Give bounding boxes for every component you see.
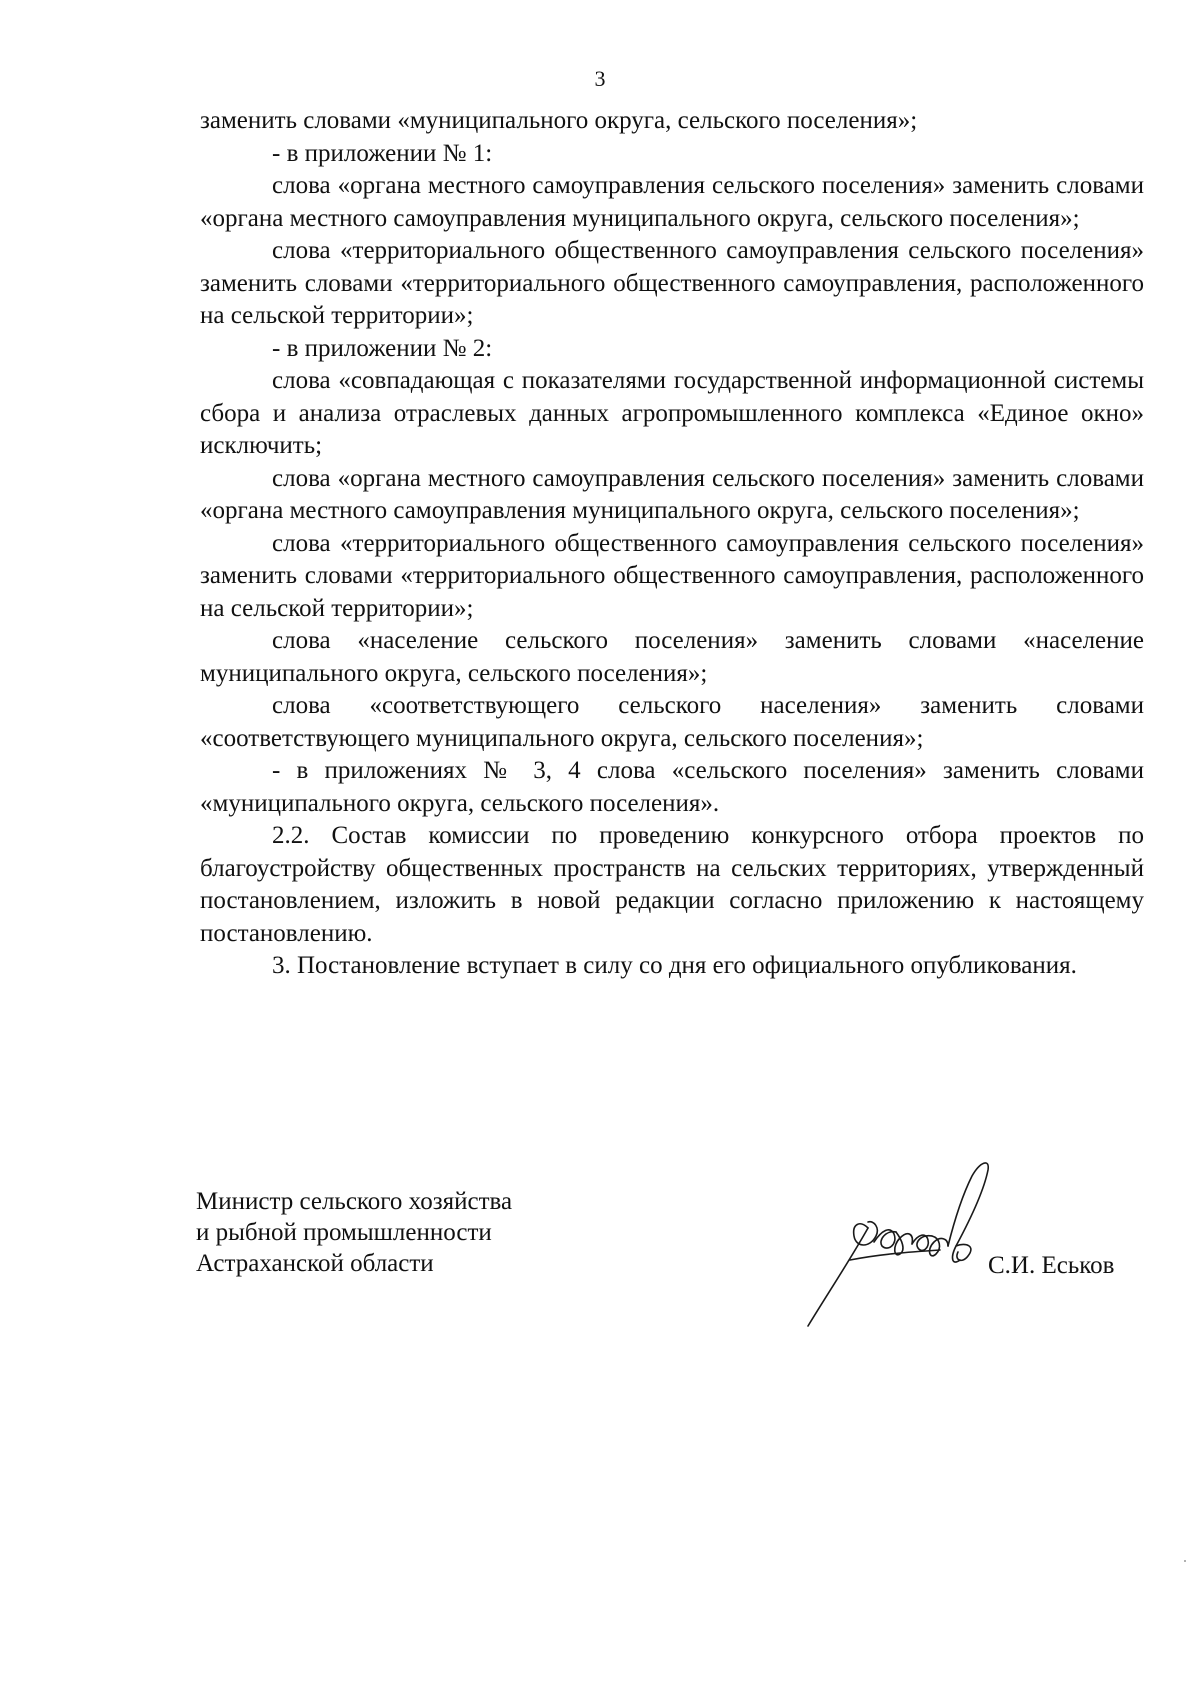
signatory-position — [196, 1186, 512, 1279]
position-line: Астраханской области — [196, 1250, 434, 1277]
document-body — [200, 105, 1144, 983]
paragraph: - в приложении № 1: — [272, 139, 493, 167]
paragraph: - в приложениях № 3, 4 слова «сельского поселения» заменить словами «муниципального округа, сельского поселения». — [200, 757, 1144, 817]
position-line: Министр сельского хозяйства — [196, 1188, 513, 1215]
handwritten-signature — [790, 1150, 1030, 1330]
paragraph: слова «органа местного самоуправления сельского поселения» заменить словами «органа местного самоуправления муниципального округа, сельского поселения»; — [200, 172, 1144, 232]
position-line: и рыбной промышленности — [196, 1219, 492, 1246]
paragraph: слова «органа местного самоуправления сельского поселения» заменить словами «органа местного самоуправления муниципального округа, сельского поселения»; — [200, 464, 1144, 524]
paragraph: слова «совпадающая с показателями государственной информационной системы сбора и анализа отраслевых данных агропромышленного комплекса «Единое окно» исключить; — [200, 367, 1144, 459]
signer-name: С.И. Еськов — [988, 1252, 1115, 1279]
scan-artifact — [1184, 1560, 1186, 1562]
paragraph: заменить словами «муниципального округа, сельского поселения»; — [200, 107, 918, 134]
paragraph: 3. Постановление вступает в силу со дня его официального опубликования. — [272, 952, 1077, 979]
paragraph: 2.2. Состав комиссии по проведению конкурсного отбора проектов по благоустройству общественных пространств на сельских территориях, утвержденный постановлением, изложить в новой редакции согласно приложению к настоящему постановлению. — [200, 822, 1144, 947]
paragraph: слова «территориального общественного самоуправления сельского поселения» заменить словами «территориального общественного самоуправления, расположенного на сельской территории»; — [200, 237, 1144, 329]
paragraph: слова «соответствующего сельского населения» заменить словами «соответствующего муниципального округа, сельского поселения»; — [200, 692, 1144, 752]
page-number: 3 — [594, 66, 606, 91]
paragraph: - в приложении № 2: — [272, 334, 493, 362]
paragraph: слова «население сельского поселения» заменить словами «население муниципального округа, сельского поселения»; — [200, 627, 1144, 687]
paragraph: слова «территориального общественного самоуправления сельского поселения» заменить словами «территориального общественного самоуправления, расположенного на сельской территории»; — [200, 529, 1144, 622]
